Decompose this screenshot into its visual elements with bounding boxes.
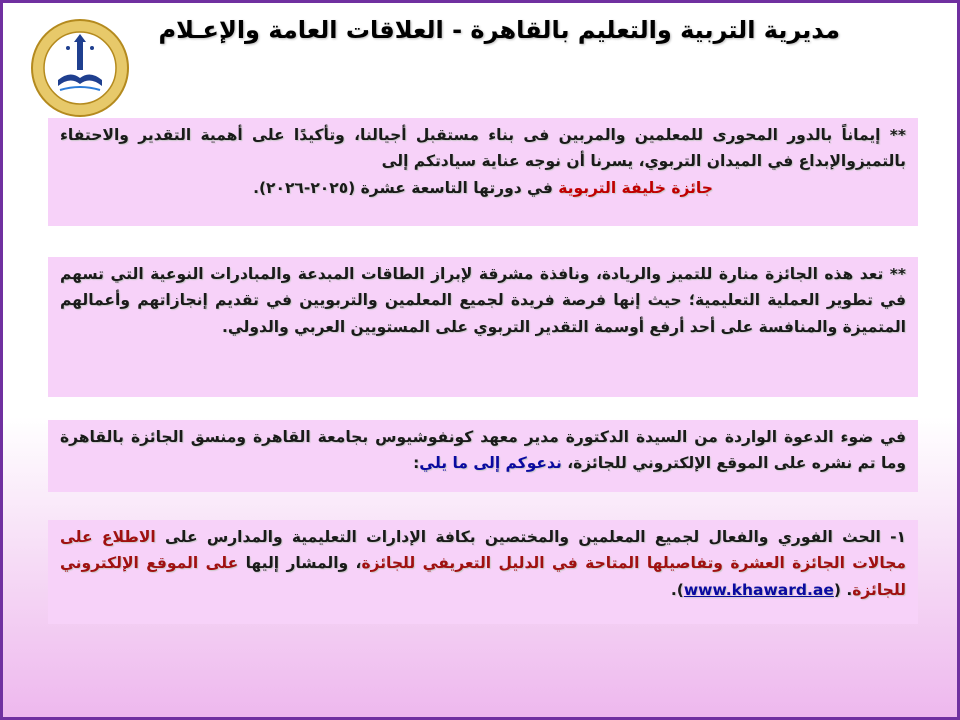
award-name: جائزة خليفة التربوية [558, 178, 713, 197]
action-item-paragraph [48, 520, 918, 624]
action-text-3: ، والمشار إليها [238, 554, 362, 573]
award-website-link[interactable]: www.khaward.ae [683, 580, 834, 599]
action-website-mention: على الموقع الإلكتروني للجائزة [60, 554, 906, 599]
action-text-5: . ( [833, 580, 853, 599]
action-award-fields: الاطلاع على مجالات الجائزة العشرة وتفاصيلها المتاحة في الدليل التعريفي للجائزة [60, 528, 907, 573]
invitation-paragraph [48, 420, 918, 492]
invitation-text: في ضوء الدعوة الواردة من السيدة الدكتورة مدير معهد كونفوشيوس بجامعة القاهرة ومنسق الجائزة بالقاهرة وما تم نشره على الموقع الإلكتروني للجائزة، [60, 428, 906, 473]
directorate-logo [30, 18, 130, 118]
action-text-6: ). [670, 580, 684, 599]
intro-award-line [60, 175, 906, 201]
intro-paragraph [48, 118, 918, 226]
intro-text: ** إيماناً بالدور المحورى للمعلمين والمربين فى بناء مستقبل أجيالنا، وتأكيدًا على أهمية التقدير والاحتفاء بالتميزوالإبداع في الميدان التربوي، يسرنا أن نوجه عناية سيادتكم إلى [60, 126, 906, 171]
action-text-1: ١- الحث الفوري والفعال لجميع المعلمين والمختصين بكافة الإدارات التعليمية والمدارس على [155, 528, 907, 546]
award-description-paragraph [48, 257, 918, 397]
page-title: مديرية التربية والتعليم بالقاهرة - العلاقات العامة والإعـلام [158, 16, 840, 44]
invitation-call: ندعوكم إلى ما يلي [419, 454, 562, 473]
award-description-text: ** تعد هذه الجائزة منارة للتميز والريادة، ونافذة مشرقة لإبراز الطاقات المبدعة والمبادرات النوعية التي تسهم في تطوير العملية التعليمية؛ حيث إنها فرصة فريدة لجميع المعلمين والتربويين في تقديم إنجازاتهم وأعمالهم المتميزة والمنافسة على أحد أرفع أوسمة التقدير التربوي على المستويين العربي والدولي. [60, 265, 906, 336]
invitation-colon: : [413, 454, 420, 473]
award-cycle: في دورتها التاسعة عشرة (٢٠٢٥-٢٠٢٦). [253, 178, 559, 197]
